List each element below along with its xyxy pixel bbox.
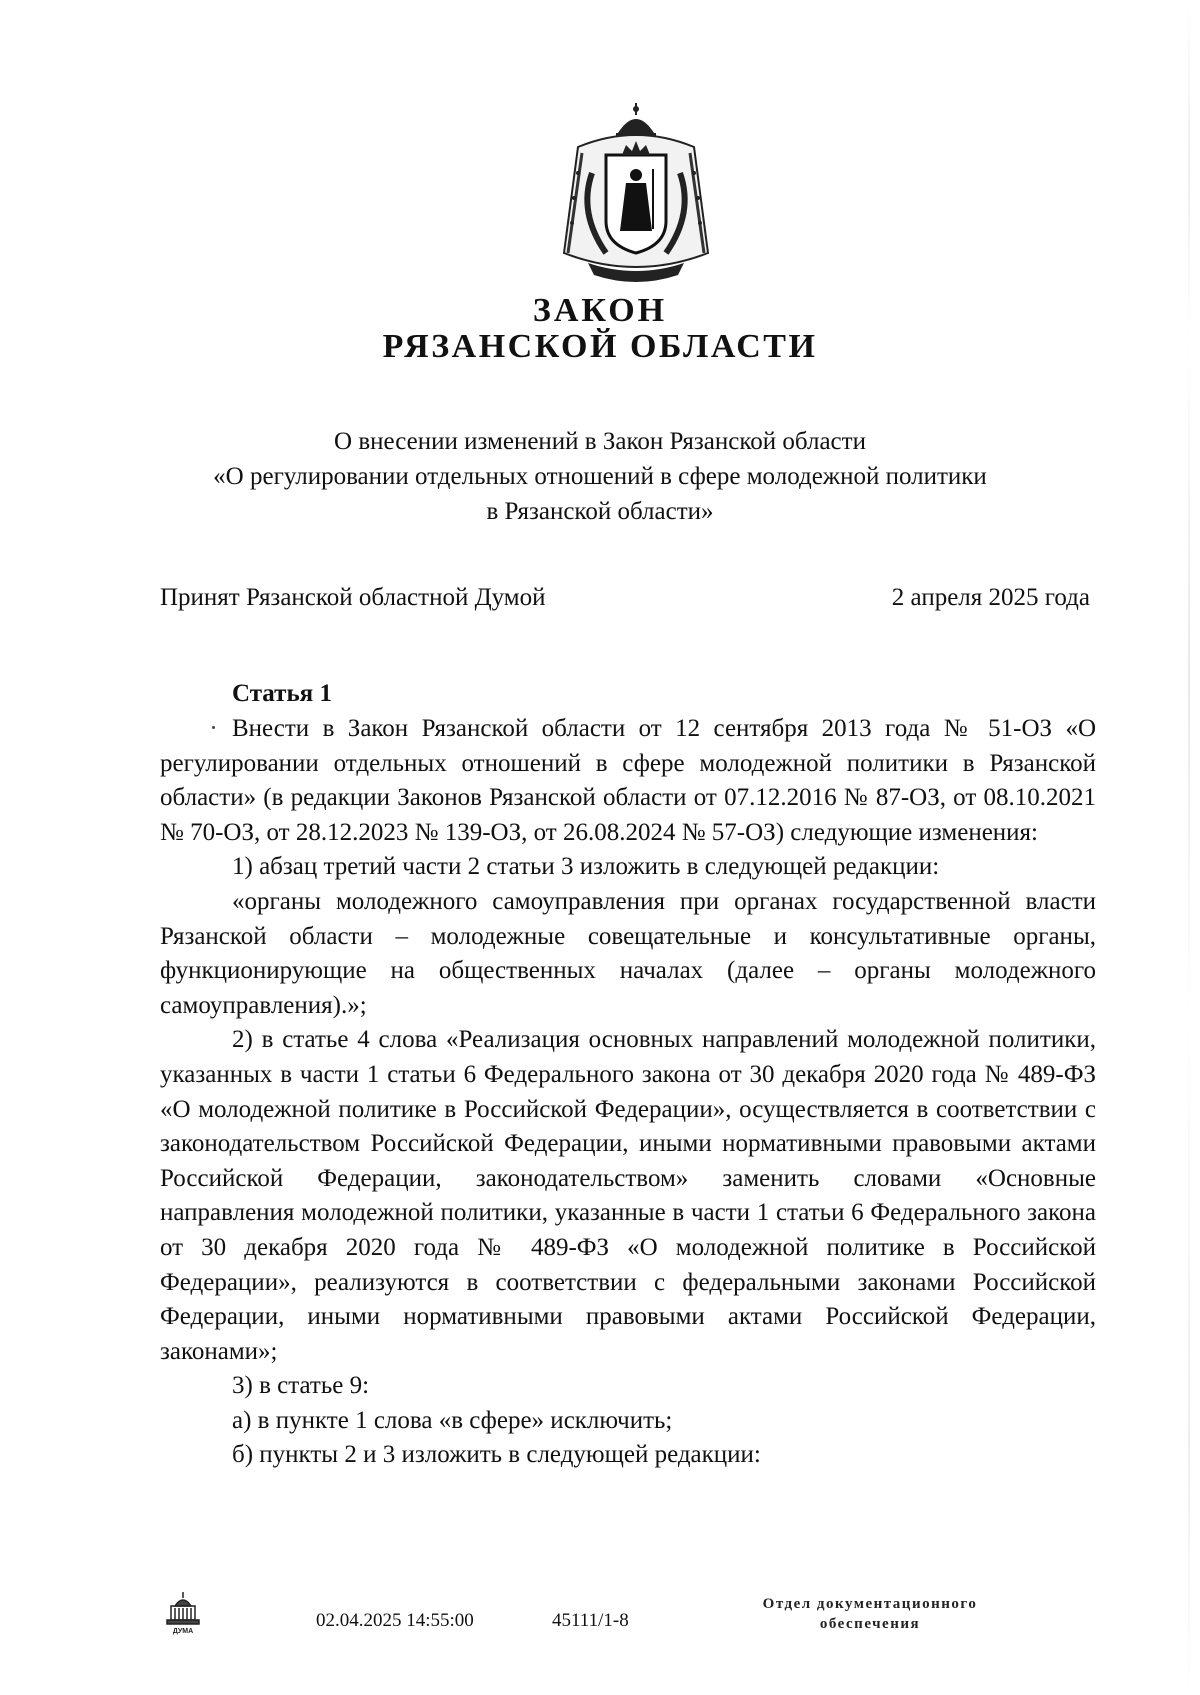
adoption-date: 2 апреля 2025 года	[891, 584, 1090, 611]
subject-line: О внесении изменений в Закон Рязанской области	[334, 428, 866, 455]
article-paragraph: «органы молодежного самоуправления при органах государственной власти Рязанской области – молодежные совещательные и консультативные органы, функционирующие на общественных началах (далее – органы молодежного самоуправления).»;	[160, 887, 1096, 1019]
subject-line: «О регулировании отдельных отношений в сфере молодежной политики	[213, 463, 987, 490]
article-paragraph: 2) в статье 4 слова «Реализация основных направлений молодежной политики, указанных в части 1 статьи 6 Федерального закона от 30 декабря 2020 года № 489-ФЗ «О молодежной политике в Российской Федерации», осуществляется в соответствии с законодательством Российской Федерации, иными нормативными правовыми актами Российской Федерации, законодательством» заменить словами «Основные направления молодежной политики, указанные в части 1 статьи 6 Федерального закона от 30 декабря 2020 года № 489-ФЗ «О молодежной политике в Российской Федерации», реализуются в соответствии с федеральными законами Российской Федерации, иными нормативными правовыми актами Российской Федерации, законами»;	[160, 1026, 1096, 1365]
law-region-title: РЯЗАНСКОЙ ОБЛАСТИ	[382, 328, 818, 365]
department-stamp	[730, 1594, 1010, 1634]
ryazan-coat-of-arms-icon	[548, 103, 724, 291]
article-paragraph: 3) в статье 9:	[232, 1372, 370, 1400]
scan-edge-artifact	[1188, 0, 1190, 1695]
registration-code: 45111/1-8	[552, 1610, 629, 1631]
adopted-by: Принят Рязанской областной Думой	[160, 584, 546, 611]
article-paragraph: б) пункты 2 и 3 изложить в следующей редакции:	[232, 1441, 761, 1469]
article-body	[160, 712, 1096, 1473]
article-paragraph: Внести в Закон Рязанской области от 12 сентября 2013 года № 51-ОЗ «О регулировании отдельных отношений в сфере молодежной политики в Рязанской области» (в редакции Законов Рязанской области от 07.12.2016 № 87-ОЗ, от 08.10.2021 № 70-ОЗ, от 28.12.2023 № 139-ОЗ, от 26.08.2024 № 57-ОЗ) следующие изменения:	[160, 715, 1096, 846]
duma-building-icon	[165, 1590, 201, 1636]
department-stamp-line: Отдел документационного	[762, 1596, 978, 1612]
article-paragraph: 1) абзац третий части 2 статьи 3 изложить в следующей редакции:	[232, 853, 940, 881]
duma-logo-caption: ДУМА	[172, 1628, 194, 1635]
registration-timestamp: 02.04.2025 14:55:00	[316, 1610, 474, 1631]
department-stamp-line: обеспечения	[819, 1616, 921, 1632]
law-subject	[0, 424, 1200, 529]
article-heading: Статья 1	[232, 680, 332, 707]
article-paragraph: а) в пункте 1 слова «в сфере» исключить;	[232, 1406, 673, 1434]
law-title: ЗАКОН	[532, 292, 668, 329]
subject-line: в Рязанской области»	[486, 498, 714, 525]
